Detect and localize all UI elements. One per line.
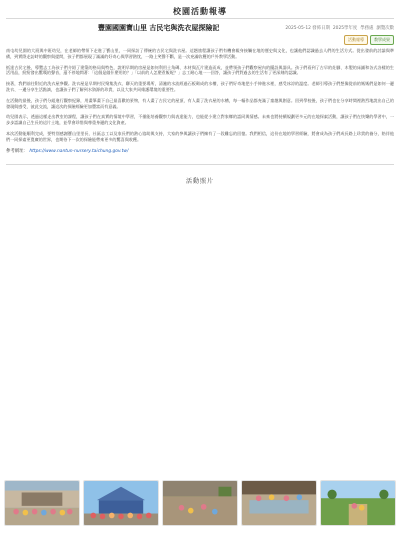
tag-badge[interactable]: 教學成果 [370,35,394,45]
article-date: 2025-05-12 發佈日期 [285,26,330,31]
article-paragraph: 南屯幼兒園的大班與中班幼兒，在老師的帶領下走進了寶山里，一同探訪了傳統的古民宅與洗衣屋。這趟旅程讓孩子們有機會親身接觸在地的歷史與文化，也讓他們認識過去人們的生活方式。從出發前的討論與準備，到實際走訪時的觀察與提問，孩子們都展現了滿滿的好奇心與學習熱忱，一路上笑聲不斷，是一次充滿收穫的戶外教學活動。 [6,48,394,59]
photos-section-title: 活動照片 [185,177,214,185]
photo-image [163,481,237,525]
section-title: 校園活動報導 [173,6,227,16]
courtyard-photo[interactable] [162,480,238,526]
reference-link[interactable]: https://www.nantun-nursery.taichung.gov.tw/ [29,148,129,154]
section-header [6,4,394,19]
article-header [6,23,394,33]
photo-image [242,481,316,525]
countryside-photo[interactable] [320,480,396,526]
article-paragraph: 接著，我們前往附近的洗衣屋參觀。洗衣屋是早期村民聚集洗衣、聊天的重要場所，清澈的水流經過石板砌成的水槽，孩子們好奇地把小手伸進水裡，感受冰涼的溫度。老師引導孩子們想像從前的媽媽們是如何一邊洗衣、一邊分享生活點滴，也讓孩子們了解到水資源的珍貴，以及大家共同維護環境的重要性。 [6,81,394,92]
article-paragraph: 抵達古民宅後，導覽志工為孩子們介紹了建築的格局與特色，說明早期的房屋是如何利用土角磚、木材與瓦片建造而成，並帶領孩子們觀察屋內的擺設與器具。孩子們看到了古早的灶腳、木製的床鋪和各式各樣的生活用品，紛紛發出驚嘆的聲音，還不停地問著：「這個是做什麼用的？」「以前的人怎麼煮飯呢？」志工耐心地一一回答，讓孩子們對過去的生活有了更深刻的認識。 [6,64,394,76]
reference-line [6,148,394,154]
group-photo-2[interactable] [83,480,159,526]
article-title: 豐園國園寶山里 古民宅與洗衣屋探險記 [98,24,220,32]
washhouse-photo[interactable] [241,480,317,526]
tag-list [6,35,394,45]
group-photo-1[interactable] [4,480,80,526]
article-body [6,48,394,143]
article-paragraph: 幼兒園表示，透過這樣走出教室的課程，讓孩子們在真實的情境中學習，不僅能培養觀察力與表達能力，也能從小建立對家鄉的認同與情感。未來也將持續規劃更多元的在地探索活動，讓孩子們在快樂的學習中，一步步認識自己生長的這片土地，並學會珍惜與尊重身邊的文化資產。 [6,114,394,126]
photo-image [321,481,395,525]
article-unit[interactable]: 學務處 [360,26,374,31]
article-paragraph: 在活動的最後，孩子們分組進行觀察紀錄，用畫筆畫下自己最喜歡的景物，有人畫了古民宅的屋頂，有人畫了洗衣屋的水槽，每一幅作品都充滿了童趣與創意。回到學校後，孩子們也在分享時間裡熱烈地說出自己的發現與感受，彼此交流，讓這次的探險經驗更加豐富而有意義。 [6,97,394,109]
article-views: 瀏覽次數 [376,26,394,31]
article-meta [285,25,394,31]
photo-image [84,481,158,525]
photos-section-header [6,164,394,187]
photo-image [5,481,79,525]
article-category[interactable]: 2025學年度 [332,26,358,31]
photo-gallery [4,480,396,526]
tag-badge[interactable]: 活動報導 [344,35,368,45]
article-paragraph: 本次活動能順利完成，要特別感謝寶山里里長、社區志工以及家長們的熱心協助與支持，大家的參與讓孩子們擁有了一段難忘的回憶。我們相信，這份在地的學習經驗，將會成為孩子們成長路上珍貴的養分，陪伴他們一同探索更寬廣的世界，也期待下一次的探險能帶來更多的驚喜與收穫。 [6,130,394,142]
reference-label: 參考網址： [6,148,28,154]
